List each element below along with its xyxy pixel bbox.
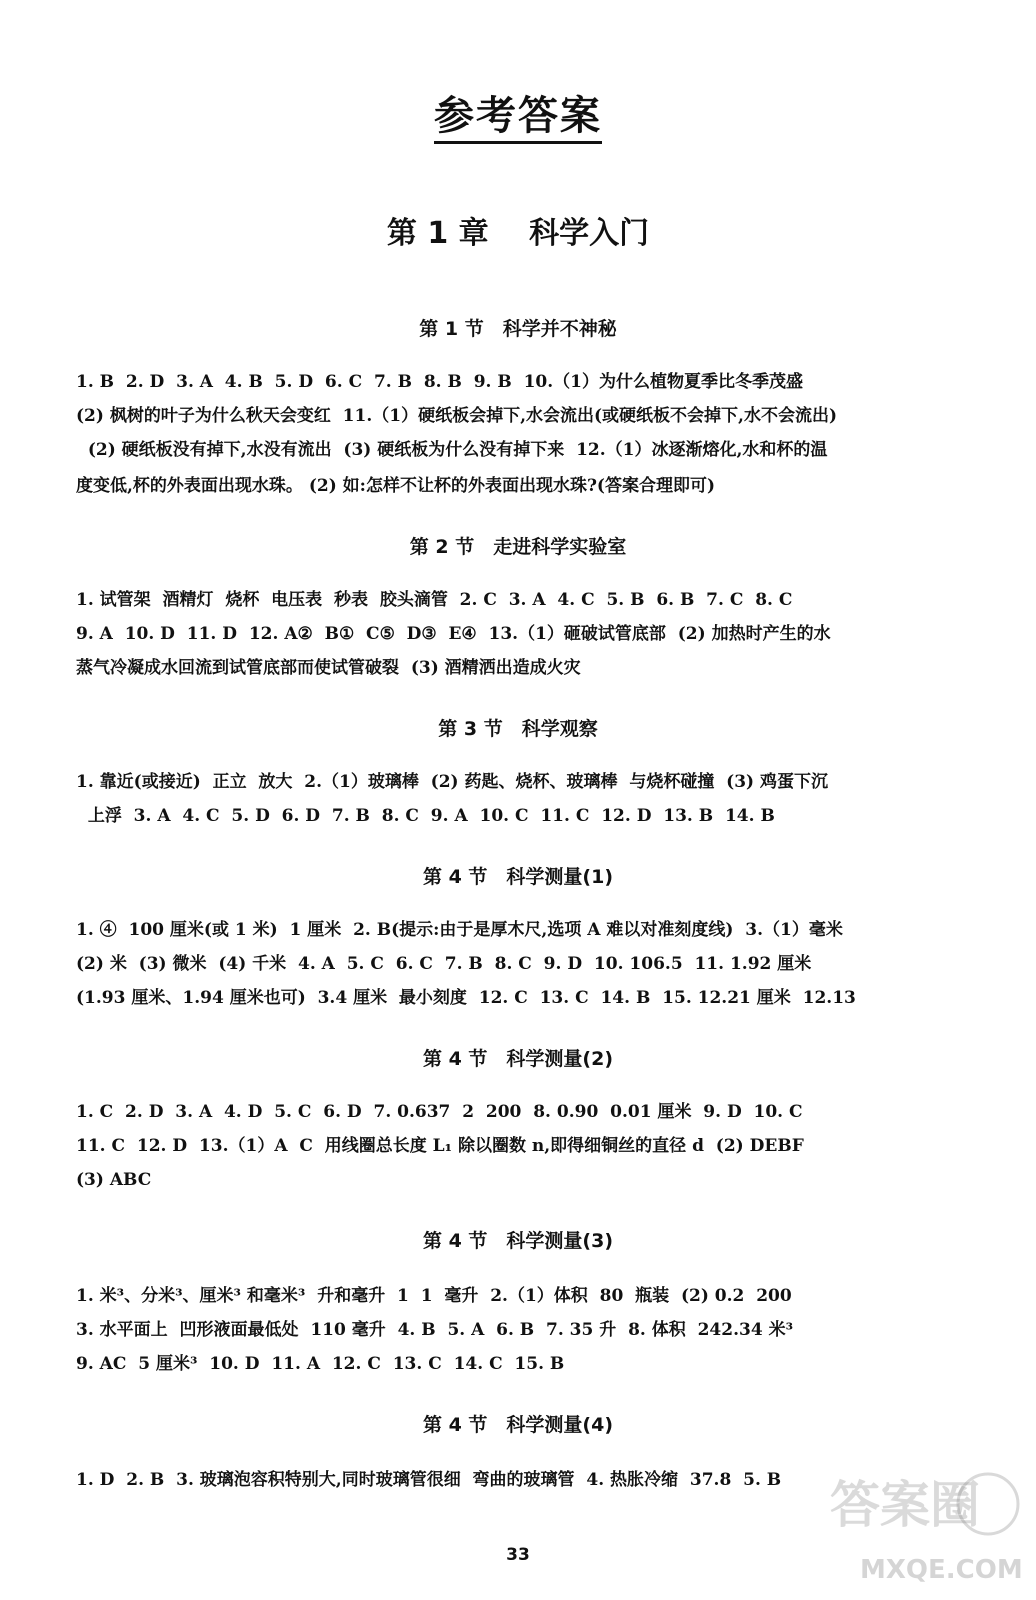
answer-line: (1.93 厘米、1.94 厘米也可) 3.4 厘米 最小刻度 12. C 13. C 14. B 15. 12.21 厘米 12.13	[76, 988, 856, 1008]
answer-line: 蒸气冷凝成水回流到试管底部而使试管破裂 (3) 酒精洒出造成火灾	[76, 658, 581, 678]
chapter-heading: 第 1 章 科学入门	[386, 216, 650, 251]
watermark-logo	[820, 1452, 1030, 1592]
page-title	[0, 84, 1036, 141]
section-heading: 第 4 节 科学测量(1)	[422, 866, 614, 888]
answer-line: 1. C 2. D 3. A 4. D 5. C 6. D 7. 0.637 2 200 8. 0.90 0.01 厘米 9. D 10. C	[76, 1102, 803, 1122]
page-number: 33	[506, 1545, 530, 1565]
section-heading: 第 4 节 科学测量(4)	[422, 1414, 614, 1436]
watermark-logo-text: 答案圈	[830, 1476, 980, 1534]
answer-line: 1. 试管架 酒精灯 烧杯 电压表 秒表 胶头滴管 2. C 3. A 4. C 5. B 6. B 7. C 8. C	[76, 590, 793, 610]
section-heading: 第 4 节 科学测量(2)	[422, 1048, 614, 1070]
answer-line: (2) 硬纸板没有掉下,水没有流出 (3) 硬纸板为什么没有掉下来 12.（1）冰逐渐熔化,水和杯的温	[76, 440, 828, 460]
section-heading: 第 1 节 科学并不神秘	[419, 318, 617, 340]
answer-line: 11. C 12. D 13.（1）A C 用线圈总长度 L₁ 除以圈数 n,即得细铜丝的直径 d (2) DEBF	[76, 1136, 804, 1156]
answer-line: (3) ABC	[76, 1170, 152, 1190]
watermark-url-text: MXQE.COM	[860, 1555, 1023, 1585]
answer-line: 3. 水平面上 凹形液面最低处 110 毫升 4. B 5. A 6. B 7. 35 升 8. 体积 242.34 米³	[76, 1320, 794, 1340]
answer-line: 9. A 10. D 11. D 12. A② B① C⑤ D③ E④ 13.（1）砸破试管底部 (2) 加热时产生的水	[76, 624, 831, 644]
answer-line: 1. ④ 100 厘米(或 1 米) 1 厘米 2. B(提示:由于是厚木尺,选项 A 难以对准刻度线) 3.（1）毫米	[76, 920, 843, 940]
answer-line: 度变低,杯的外表面出现水珠。 (2) 如:怎样不让杯的外表面出现水珠?(答案合理即可)	[76, 476, 715, 496]
answer-line: (2) 枫树的叶子为什么秋天会变红 11.（1）硬纸板会掉下,水会流出(或硬纸板不会掉下,水不会流出)	[76, 406, 837, 426]
answer-line: 1. 米³、分米³、厘米³ 和毫米³ 升和毫升 1 1 毫升 2.（1）体积 80 瓶装 (2) 0.2 200	[76, 1286, 792, 1306]
answer-line: 1. B 2. D 3. A 4. B 5. D 6. C 7. B 8. B 9. B 10.（1）为什么植物夏季比冬季茂盛	[76, 372, 803, 392]
section-heading: 第 2 节 走进科学实验室	[409, 536, 627, 558]
page-title-text: 参考答案	[434, 93, 602, 144]
answer-line: 9. AC 5 厘米³ 10. D 11. A 12. C 13. C 14. C 15. B	[76, 1354, 565, 1374]
answer-line: 1. D 2. B 3. 玻璃泡容积特别大,同时玻璃管很细 弯曲的玻璃管 4. 热胀冷缩 37.8 5. B	[76, 1470, 782, 1490]
section-heading: 第 4 节 科学测量(3)	[422, 1230, 614, 1252]
answer-line: (2) 米 (3) 微米 (4) 千米 4. A 5. C 6. C 7. B 8. C 9. D 10. 106.5 11. 1.92 厘米	[76, 954, 812, 974]
section-heading: 第 3 节 科学观察	[438, 718, 598, 740]
answer-line: 上浮 3. A 4. C 5. D 6. D 7. B 8. C 9. A 10. C 11. C 12. D 13. B 14. B	[76, 806, 775, 826]
answer-line: 1. 靠近(或接近) 正立 放大 2.（1）玻璃棒 (2) 药匙、烧杯、玻璃棒 与烧杯碰撞 (3) 鸡蛋下沉	[76, 772, 829, 792]
